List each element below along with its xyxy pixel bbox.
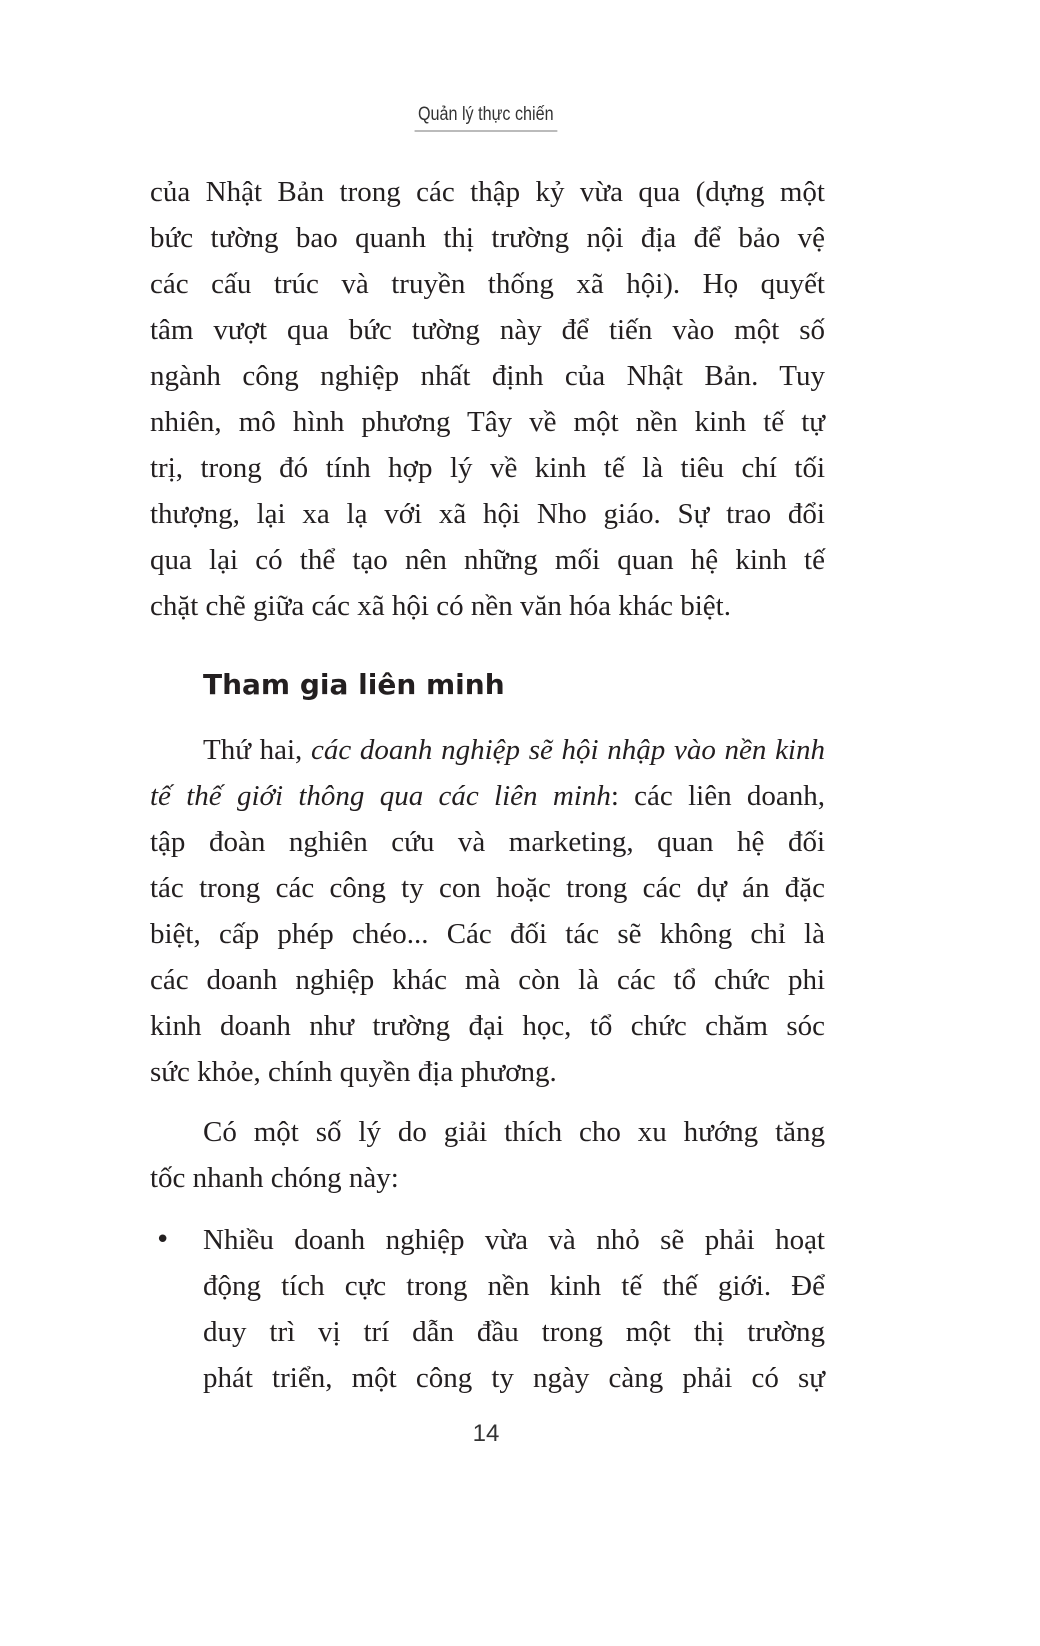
text-line: tác trong các công ty con hoặc trong các dự án đặc [150, 872, 825, 904]
paragraph-1 [150, 169, 825, 629]
text-line: ngành công nghiệp nhất định của Nhật Bản. Tuy [150, 360, 825, 392]
text-line: qua lại có thể tạo nên những mối quan hệ kinh tế [150, 544, 825, 576]
text-line: duy trì vị trí dẫn đầu trong một thị trường [203, 1316, 825, 1348]
text-line: của Nhật Bản trong các thập kỷ vừa qua (dựng một [150, 176, 825, 208]
text-line: kinh doanh như trường đại học, tổ chức chăm sóc [150, 1010, 825, 1042]
text-line [150, 773, 825, 819]
text-line: Có một số lý do giải thích cho xu hướng tăng [203, 1116, 825, 1148]
section-heading: Tham gia liên minh [203, 668, 505, 701]
text-line: phát triển, một công ty ngày càng phải có sự [203, 1362, 825, 1394]
text-run: : các liên doanh, [610, 780, 825, 812]
paragraph-3 [150, 1109, 825, 1201]
text-line: tập đoàn nghiên cứu và marketing, quan hệ đối [150, 826, 825, 858]
text-line: thượng, lại xa lạ với xã hội Nho giáo. Sự trao đổi [150, 498, 825, 530]
text-line: Nhiều doanh nghiệp vừa và nhỏ sẽ phải hoạt [203, 1224, 825, 1256]
italic-run: các doanh nghiệp sẽ hội nhập vào nền kinh [310, 734, 825, 766]
text-line: trị, trong đó tính hợp lý về kinh tế là tiêu chí tối [150, 452, 825, 484]
text-line: chặt chẽ giữa các xã hội có nền văn hóa khác biệt. [150, 590, 731, 622]
text-line: bức tường bao quanh thị trường nội địa để bảo vệ [150, 222, 825, 254]
text-line: động tích cực trong nền kinh tế thế giới. Để [203, 1270, 825, 1302]
text-line: tâm vượt qua bức tường này để tiến vào một số [150, 314, 825, 346]
book-title: Quản lý thực chiến [415, 104, 557, 132]
text-run: Thứ hai, [203, 734, 311, 766]
text-line [150, 727, 825, 773]
bullet-icon: • [155, 1225, 171, 1255]
page-number: 14 [472, 1420, 500, 1447]
text-line: nhiên, mô hình phương Tây về một nền kinh tế tự [150, 406, 825, 438]
text-line: biệt, cấp phép chéo... Các đối tác sẽ không chỉ là [150, 918, 825, 950]
text-line: các doanh nghiệp khác mà còn là các tổ chức phi [150, 964, 825, 996]
text-line: sức khỏe, chính quyền địa phương. [150, 1056, 557, 1088]
paragraph-2 [150, 727, 825, 1095]
text-line: tốc nhanh chóng này: [150, 1162, 399, 1194]
bullet-item [203, 1217, 825, 1401]
italic-run: tế thế giới thông qua các liên minh [150, 780, 611, 812]
text-line: các cấu trúc và truyền thống xã hội). Họ quyết [150, 268, 825, 300]
running-header [0, 104, 972, 132]
